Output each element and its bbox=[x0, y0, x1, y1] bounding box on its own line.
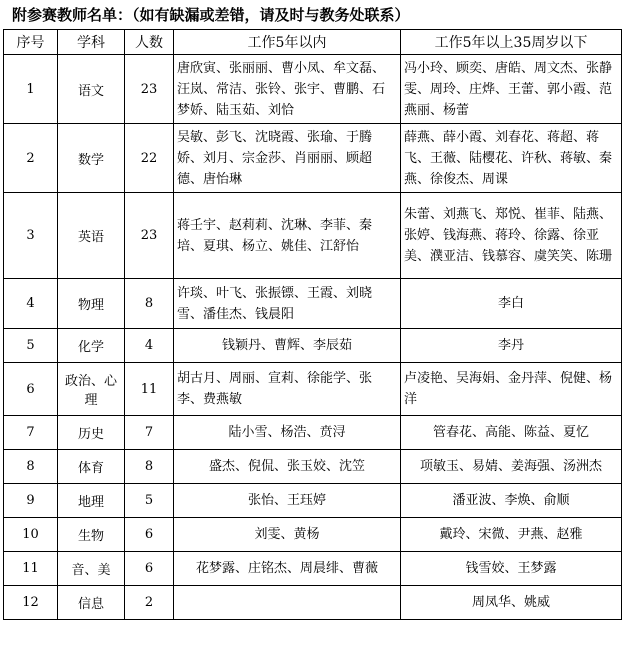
row-count: 7 bbox=[125, 416, 174, 450]
table-row bbox=[4, 363, 622, 416]
row-no: 3 bbox=[4, 193, 58, 279]
row-within-5-names: 许琰、叶飞、张振镖、王霞、刘晓雪、潘佳杰、钱晨阳 bbox=[174, 279, 401, 329]
row-subject: 信息 bbox=[58, 586, 125, 620]
header-no: 序号 bbox=[4, 30, 58, 55]
table-row bbox=[4, 193, 622, 279]
row-no: 7 bbox=[4, 416, 58, 450]
row-count: 2 bbox=[125, 586, 174, 620]
row-no: 11 bbox=[4, 552, 58, 586]
row-subject: 数学 bbox=[58, 124, 125, 193]
row-over-5-names: 朱蕾、刘燕飞、郑悦、崔菲、陆燕、张婷、钱海燕、蒋玲、徐露、徐亚美、濮亚洁、钱慕容、虞笑笑、陈珊 bbox=[401, 193, 622, 279]
row-within-5-names: 花梦露、庄铭杰、周晨绯、曹薇 bbox=[174, 552, 401, 586]
row-subject: 英语 bbox=[58, 193, 125, 279]
table-row bbox=[4, 450, 622, 484]
row-over-5-names: 薛燕、薛小霞、刘春花、蒋超、蒋飞、王薇、陆樱花、许秋、蒋敏、秦燕、徐俊杰、周课 bbox=[401, 124, 622, 193]
header-over-5-years: 工作5年以上35周岁以下 bbox=[401, 30, 622, 55]
row-no: 1 bbox=[4, 55, 58, 124]
row-subject: 地理 bbox=[58, 484, 125, 518]
row-over-5-names: 卢凌艳、吴海娟、金丹萍、倪健、杨洋 bbox=[401, 363, 622, 416]
row-within-5-names: 蒋壬宇、赵莉莉、沈琳、李菲、秦培、夏琪、杨立、姚佳、江舒怡 bbox=[174, 193, 401, 279]
row-over-5-names: 钱雪姣、王梦露 bbox=[401, 552, 622, 586]
row-no: 4 bbox=[4, 279, 58, 329]
row-no: 6 bbox=[4, 363, 58, 416]
row-no: 10 bbox=[4, 518, 58, 552]
row-within-5-names: 唐欣寅、张丽丽、曹小凤、牟文磊、汪岚、常洁、张铃、张宇、曹鹏、石梦娇、陆玉茹、刘恰 bbox=[174, 55, 401, 124]
header-count: 人数 bbox=[125, 30, 174, 55]
row-subject: 政治、心理 bbox=[58, 363, 125, 416]
row-no: 5 bbox=[4, 329, 58, 363]
row-subject: 语文 bbox=[58, 55, 125, 124]
row-count: 6 bbox=[125, 552, 174, 586]
table-row bbox=[4, 518, 622, 552]
row-count: 4 bbox=[125, 329, 174, 363]
row-subject: 音、美 bbox=[58, 552, 125, 586]
table-row bbox=[4, 124, 622, 193]
teacher-roster-table bbox=[3, 29, 622, 620]
page-title: 附参赛教师名单：（如有缺漏或差错，请及时与教务处联系） bbox=[12, 6, 410, 24]
row-subject: 生物 bbox=[58, 518, 125, 552]
row-count: 23 bbox=[125, 55, 174, 124]
row-within-5-names: 刘雯、黄杨 bbox=[174, 518, 401, 552]
table-row bbox=[4, 55, 622, 124]
row-within-5-names: 盛杰、倪侃、张玉姣、沈笠 bbox=[174, 450, 401, 484]
header-row bbox=[4, 30, 622, 55]
row-count: 6 bbox=[125, 518, 174, 552]
row-subject: 化学 bbox=[58, 329, 125, 363]
row-over-5-names: 项敏玉、易婧、姜海强、汤洲杰 bbox=[401, 450, 622, 484]
row-over-5-names: 戴玲、宋微、尹燕、赵雅 bbox=[401, 518, 622, 552]
table-row bbox=[4, 586, 622, 620]
row-over-5-names: 管春花、高能、陈益、夏忆 bbox=[401, 416, 622, 450]
row-within-5-names: 吴敏、彭飞、沈晓霞、张瑜、于腾娇、刘月、宗金莎、肖丽丽、顾超德、唐怡琳 bbox=[174, 124, 401, 193]
row-count: 5 bbox=[125, 484, 174, 518]
table-row bbox=[4, 416, 622, 450]
row-count: 11 bbox=[125, 363, 174, 416]
table-row bbox=[4, 329, 622, 363]
table-row bbox=[4, 279, 622, 329]
row-over-5-names: 潘亚波、李焕、俞顺 bbox=[401, 484, 622, 518]
header-within-5-years: 工作5年以内 bbox=[174, 30, 401, 55]
row-within-5-names: 胡古月、周丽、宣莉、徐能学、张李、费燕敏 bbox=[174, 363, 401, 416]
row-subject: 历史 bbox=[58, 416, 125, 450]
row-count: 8 bbox=[125, 279, 174, 329]
row-count: 23 bbox=[125, 193, 174, 279]
row-no: 9 bbox=[4, 484, 58, 518]
table-row bbox=[4, 484, 622, 518]
row-within-5-names: 陆小雪、杨浩、贲浔 bbox=[174, 416, 401, 450]
row-within-5-names bbox=[174, 586, 401, 620]
row-over-5-names: 李白 bbox=[401, 279, 622, 329]
table-row bbox=[4, 552, 622, 586]
header-subject: 学科 bbox=[58, 30, 125, 55]
row-no: 2 bbox=[4, 124, 58, 193]
row-no: 8 bbox=[4, 450, 58, 484]
row-no: 12 bbox=[4, 586, 58, 620]
row-within-5-names: 张怡、王珏婷 bbox=[174, 484, 401, 518]
row-subject: 体育 bbox=[58, 450, 125, 484]
row-subject: 物理 bbox=[58, 279, 125, 329]
row-count: 8 bbox=[125, 450, 174, 484]
row-within-5-names: 钱颖丹、曹辉、李辰茹 bbox=[174, 329, 401, 363]
row-over-5-names: 周凤华、姚威 bbox=[401, 586, 622, 620]
row-over-5-names: 李丹 bbox=[401, 329, 622, 363]
row-count: 22 bbox=[125, 124, 174, 193]
row-over-5-names: 冯小玲、顾奕、唐皓、周文杰、张静雯、周玲、庄烨、王蕾、郭小霞、范燕丽、杨蕾 bbox=[401, 55, 622, 124]
